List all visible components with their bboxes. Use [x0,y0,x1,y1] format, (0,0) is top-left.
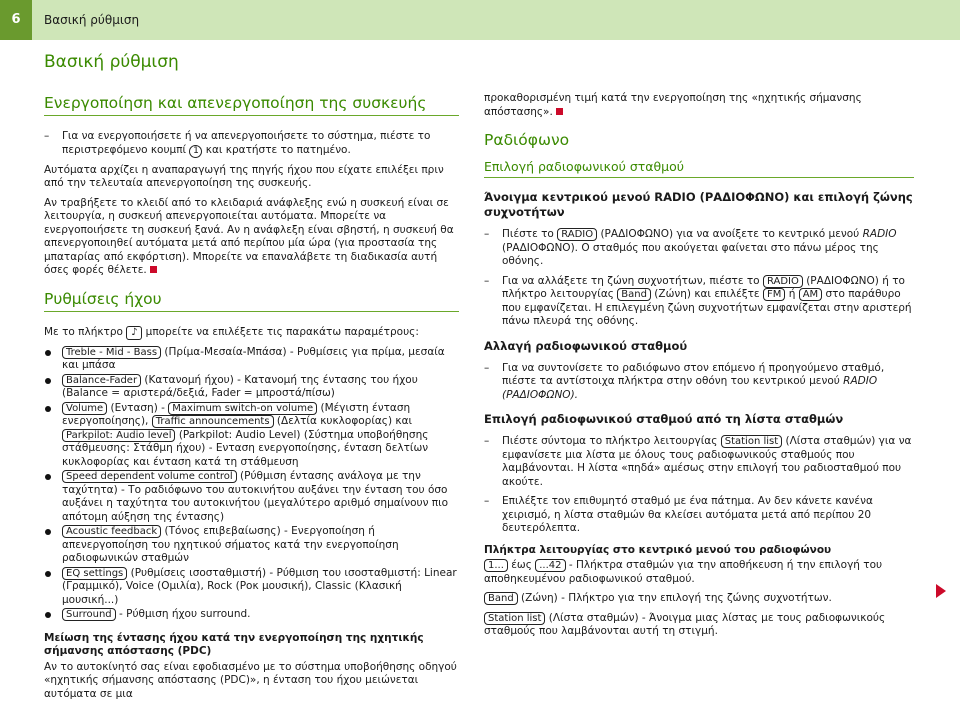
station-list-key-desc [484,612,914,639]
step-text: Για να αλλάξετε τη ζώνη συχνοτήτων, πιέστε το [502,274,760,287]
step-text: Για να συντονίσετε το ραδιόφωνο στον επόμενο ή προηγούμενο σταθμό, πιέστε τα αντίστοιχα πλήκτρα στην οθόνη του κεντρικού μενού [502,361,885,387]
fm-key: FM [763,288,785,301]
band-key-desc [484,592,914,606]
section-end-marker [150,266,157,273]
header-title: Βασική ρύθμιση [44,13,140,27]
band-key: Band [617,288,651,301]
station-list-key: Station list [721,435,782,448]
sound-intro-text: Με το πλήκτρο [44,325,123,338]
option-text: (Parkpilot: Audio Level) (Σύστημα υποβοήθησης στάθμευσης: Στάθμη ήχου) - Ενταση ενεργοποίησης, ένταση δελτίων κυκλοφορίας και ένταση κατά τη στάθμευση [62,428,429,468]
option-text: (Τόνος επιβεβαίωσης) - Ενεργοποίηση ή απενεργοποίηση του ηχητικού σήματος κατά την ενεργοποίηση ραδιοφωνικών σταθμών [62,525,399,564]
radio-key: RADIO [763,275,803,288]
step-text-italic: RADIO [862,228,897,240]
select-step: – Επιλέξτε τον επιθυμητό σταθμό με ένα πάτημα. Αν δεν κάνετε κανένα χειρισμό, η λίστα σταθμών θα κλείσει αυτόματα μετά από περίπου 20 δευτερόλεπτα. [484,495,914,536]
power-heading: Ενεργοποίηση και απενεργοποίηση της συσκευής [44,94,459,116]
page-header [0,0,960,40]
acoustic-feedback-key: Acoustic feedback [62,525,161,538]
station-list-heading: Επιλογή ραδιοφωνικού σταθμού από τη λίστα σταθμών [484,412,844,426]
continued-paragraph [484,92,914,119]
sound-intro [44,326,459,340]
power-step-text: Για να ενεργοποιήσετε ή να απενεργοποιήσετε το σύστημα, πιέστε το περιστρεφόμενο κουμπί [62,130,431,156]
function-keys-heading: Πλήκτρα λειτουργίας στο κεντρικό μενού του ραδιοφώνου [484,543,832,556]
left-column [44,52,459,707]
radio-step [484,228,914,269]
pdc-heading: Μείωση της έντασης ήχου κατά την ενεργοποίηση της ηχητικής σήμανσης απόστασης (PDC) [44,631,424,657]
radio-heading: Ραδιόφωνο [484,131,570,149]
step-text-italic: RADIO (ΡΑΔΙΟΦΩΝΟ). [502,375,878,401]
sound-option [44,525,459,566]
step-text: Πιέστε το [502,228,554,240]
section-end-marker [556,108,563,115]
option-text: (Ρυθμίσεις ισοσταθμιστή) - Ρύθμιση του ισοσταθμιστή: Linear (Γραμμικό), Voice (Ομιλία), Rock (Ροκ μουσική), Classic (Κλασική μουσική...) [62,566,457,606]
balance-key: Balance-Fader [62,374,141,387]
desc-text: (Ζώνη) - Πλήκτρο για την επιλογή της ζώνης συχνοτήτων. [521,592,832,604]
step-text: ή [788,288,796,300]
sound-heading: Ρυθμίσεις ήχου [44,290,459,312]
step-text: (ΡΑΔΙΟΦΩΝΟ). Ο σταθμός που ακούγεται φαίνεται στο πάνω μέρος της οθόνης. [502,241,879,267]
step-text: (ΡΑΔΙΟΦΩΝΟ) για να ανοίξετε το κεντρικό μενού [600,228,860,240]
am-key: AM [799,288,822,301]
pdc-paragraph: Αν το αυτοκίνητό σας είναι εφοδιασμένο με το σύστημα υποβοήθησης οδηγού «ηχητικής σήμανσης απόστασης (PDC)», η ένταση του ήχου μειώνεται αυτόματα σε μια [44,660,457,700]
list-step [484,435,914,489]
desc-text: - Πλήκτρα σταθμών για την αποθήκευση ή την επιλογή του αποθηκευμένου ραδιοφωνικού σταθμού. [484,559,883,585]
option-text: (Δελτία κυκλοφορίας) και [276,415,413,427]
power-step [44,130,459,158]
continued-text: προκαθορισμένη τιμή κατά την ενεργοποίηση της «ηχητικής σήμανσης απόστασης». [484,92,862,118]
step-text: (Λίστα σταθμών) για να εμφανίσετε μια λίστα με όλους τους ραδιοφωνικούς σταθμούς που λαμβάνονται. Η λίστα «πηδά» αμέσως στην επιλογή του ραδιοσταθμού που ακούτε. [502,435,912,488]
desc-text: έως [511,559,532,571]
step-text: (ΡΑΔΙΟΦΩΝΟ) ή το πλήκτρο λειτουργίας [502,274,905,300]
sound-intro-text-end: μπορείτε να επιλέξετε τις παρακάτω παραμέτρους: [145,325,419,338]
preset-keys-desc [484,559,914,586]
next-page-arrow-icon [936,584,946,598]
treble-key: Treble - Mid - Bass [62,346,161,359]
step-text: Πιέστε σύντομα το πλήκτρο λειτουργίας [502,435,718,447]
option-text: (Κατανομή ήχου) - Κατανομή της έντασης του ήχου (Balance = αριστερά/δεξιά, Fader = μπροστά/πίσω) [62,373,418,399]
step-text: (Ζώνη) και επιλέξτε [654,288,760,300]
sound-option [44,374,459,401]
change-station-heading: Αλλαγή ραδιοφωνικού σταθμού [484,338,688,353]
right-column [484,92,914,645]
parkpilot-key: Parkpilot: Audio level [62,429,175,442]
page-number: 6 [0,0,32,40]
desc-text: (Λίστα σταθμών) - Άνοιγμα μιας λίστας με τους ραδιοφωνικούς σταθμούς που λαμβάνονται αυτή τη στιγμή. [484,611,886,637]
sound-option [44,402,459,470]
power-paragraph-2 [44,197,459,278]
option-text: (Μέγιστη ένταση ενεργοποίησης), [62,401,411,427]
preset-last-key: ...42 [535,559,565,572]
knob-key: 1 [189,145,202,158]
power-step-text-end: και κρατήστε το πατημένο. [205,143,351,156]
option-text: (Πρίμα-Μεσαία-Μπάσα) - Ρυθμίσεις για πρίμα, μεσαία και μπάσα [62,345,445,371]
sound-option [44,608,459,622]
volume-key: Volume [62,402,107,415]
sound-option [44,567,459,608]
band-step [484,275,914,329]
select-station-heading: Επιλογή ραδιοφωνικού σταθμού [484,159,914,178]
option-text: (Ρύθμιση έντασης ανάλογα με την ταχύτητα) - Το ραδιόφωνο του αυτοκινήτου αυξάνει την ένταση του όσο αυξάνει η ταχύτητα του αυτοκινήτου (μεγαλύτερο αριθμό σημαίνουν πιο απότομη αύξηση της έντασης) [62,470,449,523]
power-paragraph-1: Αυτόματα αρχίζει η αναπαραγωγή της πηγής ήχου που είχατε επιλέξει πριν από την τελευταία απενεργοποίηση της συσκευής. [44,163,444,189]
power-paragraph-2-text: Αν τραβήξετε το κλειδί από το κλειδαριά ανάφλεξης ενώ η συσκευή είναι σε λειτουργία, η συσκευή απενεργοποιείται αυτόματα. Μπορείτε να ενεργοποιήσετε τη συσκευή ξανά. Αν η ανάφλεξη είναι σβηστή, η συσκευή θα απενεργοποιηθεί αυτόματα μετά από περίπου μία ώρα (για προστασία της μπαταρίας από εκφόρτιση). Μπορείτε να επαναλάβετε τη διαδικασία αυτή όσες φορές θέλετε. [44,196,454,276]
preset-first-key: 1... [484,559,508,572]
eq-key: EQ settings [62,567,127,580]
chapter-title: Βασική ρύθμιση [44,52,179,72]
step-text: στο παράθυρο που εμφανίζεται. Η επιλεγμένη ζώνη συχνοτήτων εμφανίζεται στην αριστερή πάνω πλευρά της οθόνης. [502,288,912,327]
speed-volume-key: Speed dependent volume control [62,470,237,483]
sound-option [44,346,459,373]
surround-key: Surround [62,608,116,621]
sound-key-icon: ♪ [126,326,142,340]
open-menu-heading: Άνοιγμα κεντρικού μενού RADIO (ΡΑΔΙΟΦΩΝΟ) και επιλογή ζώνης συχνοτήτων [484,190,913,219]
radio-key: RADIO [557,228,597,241]
max-volume-key: Maximum switch-on volume [168,402,317,415]
option-text: (Ενταση) - [110,401,165,414]
station-list-key: Station list [484,612,545,625]
sound-option [44,470,459,524]
change-step [484,362,914,403]
traffic-key: Traffic announcements [152,415,274,428]
option-text: - Ρύθμιση ήχου surround. [119,608,251,620]
band-key: Band [484,592,518,605]
